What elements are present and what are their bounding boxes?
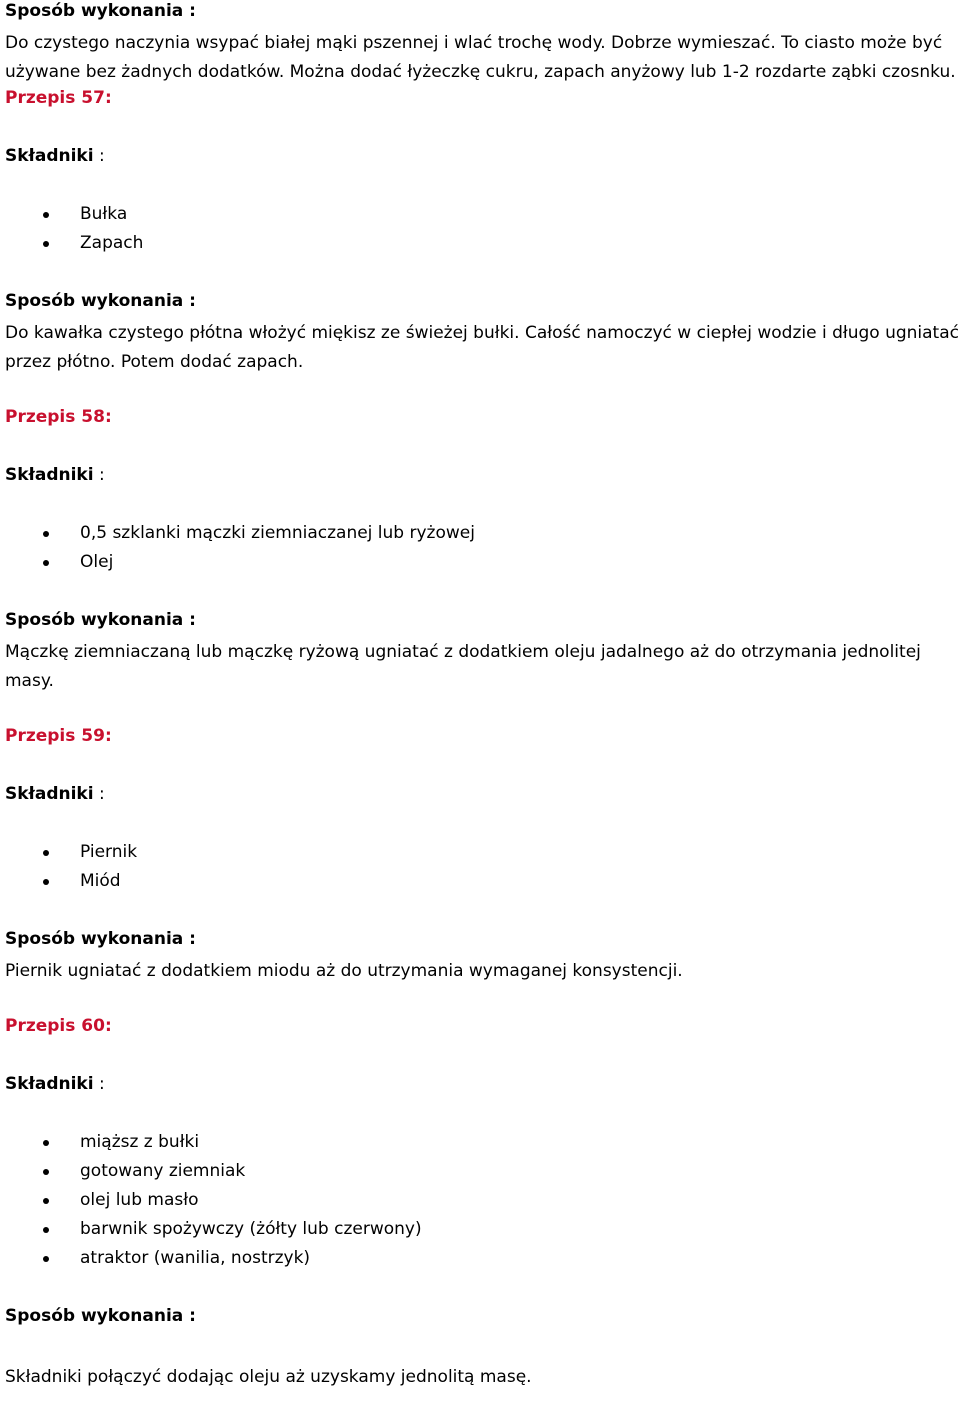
- recipe-title: Przepis 59:: [5, 726, 112, 746]
- spacer: [5, 754, 960, 783]
- ingredient-item: Zapach: [5, 232, 960, 261]
- method-heading: Sposób wykonania :: [5, 929, 196, 949]
- document-page: [5, 0, 960, 1392]
- method-text: Do kawałka czystego płótna włożyć miękisz ze świeżej bułki. Całość namoczyć w ciepłej wodzie i długo ugniatać przez płótno. Potem dodać zapach.: [5, 323, 959, 372]
- ingredient-item: 0,5 szklanki mączki ziemniaczanej lub ryżowej: [5, 522, 960, 551]
- ingredients-heading: Składniki :: [5, 146, 105, 166]
- spacer: [5, 899, 960, 928]
- recipe-title: Przepis 58:: [5, 407, 112, 427]
- spacer: [5, 696, 960, 725]
- spacer: [5, 261, 960, 290]
- ingredients-heading: Składniki :: [5, 784, 105, 804]
- ingredient-item: Bułka: [5, 203, 960, 232]
- ingredients-list: [5, 203, 960, 261]
- spacer: [5, 435, 960, 464]
- ingredients-list: [5, 522, 960, 580]
- ingredient-item: gotowany ziemniak: [5, 1160, 960, 1189]
- ingredient-item: miąższ z bułki: [5, 1131, 960, 1160]
- spacer: [5, 377, 960, 406]
- method-heading: Sposób wykonania :: [5, 291, 196, 311]
- ingredients-heading: Składniki :: [5, 465, 105, 485]
- method-heading: Sposób wykonania :: [5, 1, 196, 21]
- method-heading: Sposób wykonania :: [5, 610, 196, 630]
- ingredient-item: Miód: [5, 870, 960, 899]
- ingredient-item: olej lub masło: [5, 1189, 960, 1218]
- spacer: [5, 580, 960, 609]
- spacer: [5, 1044, 960, 1073]
- spacer: [5, 1276, 960, 1305]
- spacer: [5, 1102, 960, 1131]
- spacer: [5, 493, 960, 522]
- spacer: [5, 174, 960, 203]
- spacer: [5, 812, 960, 841]
- method-text: Piernik ugniatać z dodatkiem miodu aż do utrzymania wymaganej konsystencji.: [5, 961, 683, 981]
- recipe-title: Przepis 60:: [5, 1016, 112, 1036]
- ingredients-list: [5, 841, 960, 899]
- method-text: Składniki połączyć dodając oleju aż uzyskamy jednolitą masę.: [5, 1367, 532, 1387]
- method-text: Mączkę ziemniaczaną lub mączkę ryżową ugniatać z dodatkiem oleju jadalnego aż do otrzymania jednolitej masy.: [5, 642, 921, 691]
- spacer: [5, 116, 960, 145]
- ingredient-item: atraktor (wanilia, nostrzyk): [5, 1247, 960, 1276]
- ingredient-item: barwnik spożywczy (żółty lub czerwony): [5, 1218, 960, 1247]
- spacer: [5, 986, 960, 1015]
- spacer: [5, 1334, 960, 1363]
- ingredients-heading: Składniki :: [5, 1074, 105, 1094]
- ingredient-item: Piernik: [5, 841, 960, 870]
- method-heading: Sposób wykonania :: [5, 1306, 196, 1326]
- ingredients-list: [5, 1131, 960, 1276]
- method-text: Do czystego naczynia wsypać białej mąki pszennej i wlać trochę wody. Dobrze wymieszać. To ciasto może być używane bez żadnych dodatków. Można dodać łyżeczkę cukru, zapach anyżowy lub 1-2 rozdarte ząbki czosnku.: [5, 33, 956, 82]
- ingredient-item: Olej: [5, 551, 960, 580]
- recipe-title: Przepis 57:: [5, 88, 112, 108]
